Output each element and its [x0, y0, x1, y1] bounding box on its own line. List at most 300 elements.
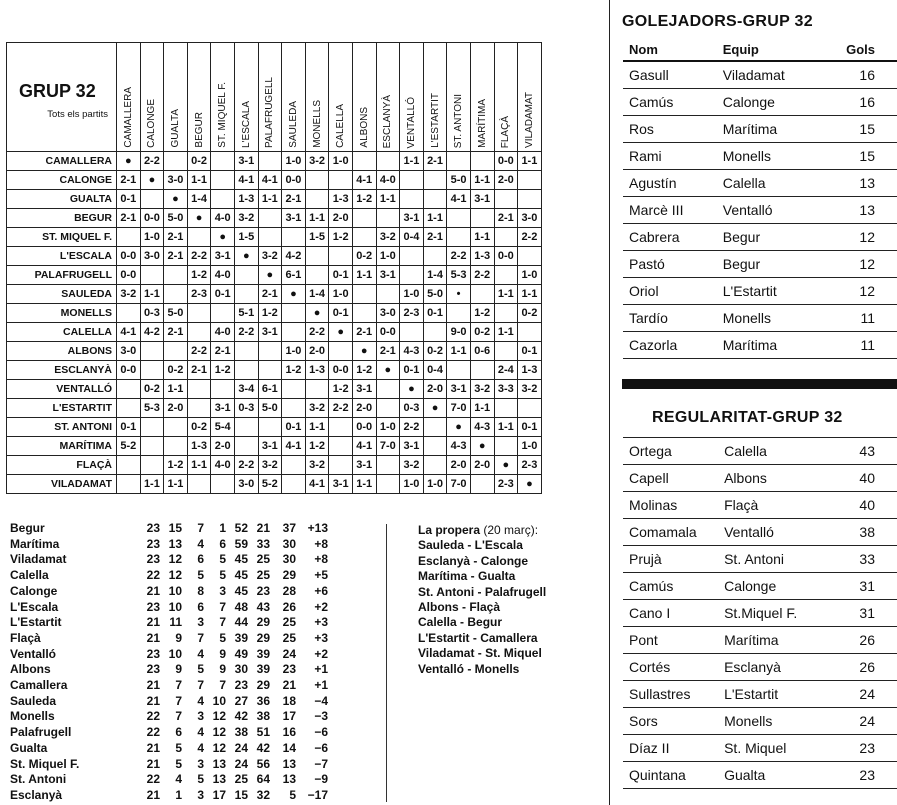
row-team-name: ESCLANYÀ [7, 361, 117, 380]
result-cell: 1-3 [234, 190, 258, 209]
result-cell [376, 456, 400, 475]
player-points: 16 [835, 89, 897, 116]
result-cell: 2-1 [376, 342, 400, 361]
standings-value: 10 [168, 583, 182, 598]
result-cell [400, 323, 424, 342]
result-cell: 2-0 [211, 437, 235, 456]
result-cell: 3-1 [282, 209, 306, 228]
scorer-row [623, 332, 897, 359]
standings-value: 4 [197, 740, 204, 755]
result-cell [352, 304, 376, 323]
standings-value: 7 [219, 599, 226, 614]
result-cell [117, 228, 141, 247]
result-cell: 2-2 [234, 323, 258, 342]
next-round [418, 523, 546, 677]
result-cell: 3-1 [211, 247, 235, 266]
next-match: St. Antoni - Palafrugell [418, 584, 547, 599]
result-cell: 1-1 [164, 380, 188, 399]
column-header-label: L'ESCALA [240, 101, 252, 148]
result-cell: 0-3 [140, 304, 164, 323]
result-cell [376, 285, 400, 304]
column-header-label: BEGUR [193, 112, 205, 148]
result-cell: 2-0 [423, 380, 447, 399]
standings-value: −6 [314, 725, 328, 740]
result-cell [258, 228, 282, 247]
column-header-label: ST. ANTONI [453, 93, 465, 148]
column-header [400, 43, 424, 152]
standings-value: 38 [234, 725, 248, 740]
scorer-row [623, 197, 897, 224]
result-cell [494, 437, 518, 456]
result-cell: 2-2 [518, 228, 542, 247]
result-cell: 1-0 [518, 437, 542, 456]
standings-value: 6 [197, 552, 204, 567]
standings-value: −17 [307, 787, 328, 802]
result-cell: 1-0 [376, 247, 400, 266]
player-points: 15 [835, 116, 897, 143]
result-cell [447, 209, 471, 228]
result-cell: 1-1 [470, 399, 494, 418]
row-team-name: MARÍTIMA [7, 437, 117, 456]
result-cell: 2-0 [329, 209, 353, 228]
result-cell: 2-1 [494, 209, 518, 228]
standings-value: 30 [282, 536, 296, 551]
player-points: 38 [837, 519, 897, 546]
result-cell: 0-2 [518, 304, 542, 323]
standings-value: 24 [234, 756, 248, 771]
standings-value: 22 [146, 709, 160, 724]
result-cell [518, 247, 542, 266]
standings-value: 15 [234, 787, 248, 802]
result-cell: 1-3 [470, 247, 494, 266]
self-match-dot: ● [352, 342, 376, 361]
player-name: Camús [623, 89, 723, 116]
result-cell: 2-0 [352, 399, 376, 418]
result-cell [447, 361, 471, 380]
result-cell [470, 475, 494, 494]
result-cell: 1-2 [329, 380, 353, 399]
result-cell [258, 152, 282, 171]
result-cell: 4-1 [352, 437, 376, 456]
standings-value: 5 [197, 568, 204, 583]
result-cell: 6-1 [282, 266, 306, 285]
standings-value: +3 [314, 615, 328, 630]
standings-value: 21 [256, 521, 270, 535]
result-cell: 1-1 [494, 418, 518, 437]
result-cell: 3-2 [258, 247, 282, 266]
standings-value: +2 [314, 599, 328, 614]
player-team: Esclanyà [724, 654, 837, 681]
standings-row [10, 788, 328, 804]
result-cell: 1-1 [187, 171, 211, 190]
next-round-heading [418, 523, 546, 538]
row-team-name: PALAFRUGELL [7, 266, 117, 285]
player-name: Ros [623, 116, 723, 143]
result-cell: 2-2 [470, 266, 494, 285]
column-header [518, 43, 542, 152]
result-cell: 0-2 [187, 418, 211, 437]
result-cell: 2-0 [494, 171, 518, 190]
player-points: 13 [835, 197, 897, 224]
standings-value: 44 [234, 615, 248, 630]
result-cell [140, 342, 164, 361]
result-cell: 3-2 [400, 456, 424, 475]
standings-row [10, 600, 328, 616]
result-cell: 2-3 [518, 456, 542, 475]
player-points: 33 [837, 546, 897, 573]
standings-value: 21 [146, 615, 160, 630]
result-cell [352, 152, 376, 171]
standings-value: 59 [234, 536, 248, 551]
result-cell: 2-1 [258, 285, 282, 304]
result-cell: 0-4 [400, 228, 424, 247]
result-cell: 5-3 [140, 399, 164, 418]
standings-row [10, 615, 328, 631]
grid-row [7, 456, 542, 475]
scorer-row [623, 278, 897, 305]
result-cell: 3-2 [258, 456, 282, 475]
standings-value: 5 [219, 630, 226, 645]
standings-value: 10 [168, 646, 182, 661]
standings-team: Viladamat [10, 552, 67, 567]
result-cell [329, 171, 353, 190]
result-cell: 3-1 [234, 152, 258, 171]
result-cell: 4-3 [400, 342, 424, 361]
standings-row [10, 521, 328, 537]
player-points: 31 [837, 600, 897, 627]
result-cell [400, 190, 424, 209]
column-header-label: ALBONS [358, 107, 370, 148]
row-team-name: MONELLS [7, 304, 117, 323]
standings-value: 48 [234, 599, 248, 614]
grid-row [7, 342, 542, 361]
result-cell: 0-0 [376, 323, 400, 342]
standings-value: 7 [175, 693, 182, 708]
result-cell: 1-2 [305, 437, 329, 456]
result-cell [282, 399, 306, 418]
grid-title: GRUP 32 [19, 81, 96, 101]
result-cell: 0-0 [352, 418, 376, 437]
standings-value: +8 [314, 536, 328, 551]
self-match-dot: ● [376, 361, 400, 380]
result-cell: 1-2 [352, 361, 376, 380]
result-cell: 1-2 [329, 228, 353, 247]
column-header-label: FLAÇÀ [500, 115, 512, 148]
row-team-name: L'ESTARTIT [7, 399, 117, 418]
result-cell: 4-3 [470, 418, 494, 437]
row-team-name: GUALTA [7, 190, 117, 209]
result-cell [187, 323, 211, 342]
result-cell: 7-0 [447, 475, 471, 494]
next-match: Ventalló - Monells [418, 661, 520, 676]
standings-value: 21 [146, 678, 160, 693]
result-cell: 1-0 [423, 475, 447, 494]
standings-value: 30 [234, 662, 248, 677]
column-header-label: L'ESTARTIT [429, 93, 441, 148]
regularity-row [623, 546, 897, 573]
standings-value: 30 [282, 552, 296, 567]
player-team: Marítima [723, 332, 835, 359]
result-cell: 1-0 [400, 475, 424, 494]
grid-row [7, 361, 542, 380]
result-cell [352, 209, 376, 228]
result-cell: 6-1 [258, 380, 282, 399]
player-points: 12 [835, 251, 897, 278]
result-cell: 1-1 [470, 171, 494, 190]
column-header-label: GUALTA [169, 109, 181, 148]
standings-value: 7 [175, 709, 182, 724]
standings-value: 26 [282, 599, 296, 614]
golejadors-title: GOLEJADORS-GRUP 32 [622, 13, 813, 30]
result-cell [423, 323, 447, 342]
row-team-name: CALONGE [7, 171, 117, 190]
regularity-row [623, 438, 897, 465]
scorer-row [623, 61, 897, 89]
result-cell: 0-3 [400, 399, 424, 418]
row-team-name: ST. MIQUEL F. [7, 228, 117, 247]
result-cell [376, 475, 400, 494]
result-cell: 4-0 [211, 266, 235, 285]
next-round-date: (20 març): [483, 523, 539, 537]
column-header [117, 43, 141, 152]
standings-value: 1 [219, 521, 226, 535]
column-header-label: MONELLS [311, 100, 323, 148]
standings-row [10, 772, 328, 788]
standings-value: 37 [282, 521, 296, 535]
standings-value: 4 [197, 725, 204, 740]
standings-value: 9 [219, 646, 226, 661]
player-team: St. Antoni [724, 546, 837, 573]
standings-value: 25 [256, 552, 270, 567]
standings-value: −6 [314, 740, 328, 755]
result-cell [258, 209, 282, 228]
result-cell: 2-1 [423, 228, 447, 247]
standings-team: L'Escala [10, 599, 59, 614]
standings-value: 22 [146, 772, 160, 787]
result-cell: 2-1 [423, 152, 447, 171]
grid-row [7, 437, 542, 456]
player-team: Ventalló [723, 197, 835, 224]
standings-row [10, 647, 328, 663]
column-header [447, 43, 471, 152]
result-cell: 0-6 [470, 342, 494, 361]
self-match-dot: ● [117, 152, 141, 171]
standings-value: 3 [197, 756, 204, 771]
regularity-row [623, 600, 897, 627]
result-cell: 1-4 [423, 266, 447, 285]
next-match: L'Estartit - Camallera [418, 630, 538, 645]
standings-row [10, 678, 328, 694]
grid-row [7, 418, 542, 437]
player-points: 11 [835, 305, 897, 332]
result-cell: 4-1 [305, 475, 329, 494]
result-cell: 1-3 [305, 361, 329, 380]
standings-value: 6 [175, 725, 182, 740]
result-cell: 3-1 [352, 380, 376, 399]
result-cell: 1-1 [518, 152, 542, 171]
header-nom: Nom [623, 38, 723, 61]
result-cell: 0-1 [329, 304, 353, 323]
result-cell [423, 437, 447, 456]
player-team: Ventalló [724, 519, 837, 546]
player-name: Sullastres [623, 681, 724, 708]
regularitat-title: REGULARITAT-GRUP 32 [652, 409, 843, 426]
result-cell: 7-0 [447, 399, 471, 418]
player-team: Marítima [723, 116, 835, 143]
result-cell: 0-0 [117, 266, 141, 285]
player-points: 40 [837, 492, 897, 519]
result-cell: 5-4 [211, 418, 235, 437]
result-cell: 1-0 [140, 228, 164, 247]
result-cell: 3-2 [305, 456, 329, 475]
self-match-dot: ● [470, 437, 494, 456]
result-cell: 2-2 [447, 247, 471, 266]
standings-row [10, 662, 328, 678]
result-cell: 3-2 [518, 380, 542, 399]
result-cell: 7-0 [376, 437, 400, 456]
standings-row [10, 552, 328, 568]
standings-value: 15 [168, 521, 182, 535]
result-cell [494, 228, 518, 247]
result-cell: 0-0 [494, 152, 518, 171]
grid-row [7, 323, 542, 342]
result-cell [117, 456, 141, 475]
result-cell [470, 209, 494, 228]
standings-value: 7 [219, 678, 226, 693]
column-header [164, 43, 188, 152]
standings-value: 42 [256, 740, 270, 755]
scorer-row [623, 143, 897, 170]
result-cell: 1-1 [470, 228, 494, 247]
result-cell: 0-1 [518, 342, 542, 361]
result-cell [494, 304, 518, 323]
standings-value: 39 [256, 662, 270, 677]
result-cell: 1-0 [282, 152, 306, 171]
result-cell: 0-0 [494, 247, 518, 266]
column-header [470, 43, 494, 152]
result-cell: 3-0 [234, 475, 258, 494]
standings-value: 21 [146, 787, 160, 802]
standings-value: 12 [168, 552, 182, 567]
result-cell [305, 247, 329, 266]
standings-value: 7 [175, 678, 182, 693]
result-cell: 2-1 [164, 323, 188, 342]
standings-value: 11 [169, 615, 182, 630]
result-cell: 1-1 [400, 152, 424, 171]
result-cell: 4-0 [211, 323, 235, 342]
standings-value: 14 [282, 740, 296, 755]
player-team: Begur [723, 251, 835, 278]
row-team-name: ALBONS [7, 342, 117, 361]
result-cell [211, 475, 235, 494]
result-cell: 1-1 [140, 475, 164, 494]
result-cell: 3-4 [234, 380, 258, 399]
result-cell: 1-2 [211, 361, 235, 380]
result-cell: 1-0 [329, 285, 353, 304]
standings-row [10, 694, 328, 710]
result-cell: 2-4 [494, 361, 518, 380]
standings-value: 6 [197, 599, 204, 614]
player-team: Flaçà [724, 492, 837, 519]
result-cell [329, 342, 353, 361]
result-cell: 2-1 [117, 171, 141, 190]
standings-value: 17 [212, 787, 226, 802]
result-cell [140, 418, 164, 437]
result-cell [376, 399, 400, 418]
column-header [494, 43, 518, 152]
column-header-label: PALAFRUGELL [264, 77, 276, 148]
standings-row [10, 537, 328, 553]
standings-row [10, 741, 328, 757]
result-cell: 1-1 [494, 285, 518, 304]
grid-subtitle: Tots els partits [47, 109, 108, 120]
result-cell: 3-3 [494, 380, 518, 399]
result-cell: 1-2 [187, 266, 211, 285]
standings-value: 7 [197, 630, 204, 645]
result-cell [518, 399, 542, 418]
result-cell [423, 456, 447, 475]
next-match: Sauleda - L'Escala [418, 538, 523, 553]
self-match-dot: ● [258, 266, 282, 285]
standings-value: 7 [197, 678, 204, 693]
result-cell [376, 209, 400, 228]
result-cell: 0-2 [470, 323, 494, 342]
standings-value: 13 [212, 772, 226, 787]
result-cell [164, 285, 188, 304]
grid-row [7, 266, 542, 285]
standings-value: 23 [146, 552, 160, 567]
self-match-dot: ● [282, 285, 306, 304]
self-match-dot: ● [234, 247, 258, 266]
result-cell [518, 171, 542, 190]
result-cell: 3-2 [470, 380, 494, 399]
standings-value: −9 [314, 772, 328, 787]
grid-row [7, 190, 542, 209]
standings-value: 5 [175, 740, 182, 755]
standings-value: 43 [256, 599, 270, 614]
result-cell [305, 190, 329, 209]
result-cell: 0-1 [211, 285, 235, 304]
standings-value: 24 [234, 740, 248, 755]
standings-value: 4 [197, 693, 204, 708]
player-points: 23 [837, 735, 897, 762]
player-name: Marcè III [623, 197, 723, 224]
result-cell: 1-0 [329, 152, 353, 171]
result-cell [117, 399, 141, 418]
standings-team: Esclanyà [10, 787, 63, 802]
standings-team: St. Antoni [10, 772, 67, 787]
standings-value: 12 [212, 725, 226, 740]
regularity-row [623, 492, 897, 519]
result-cell [282, 475, 306, 494]
row-team-name: VENTALLÓ [7, 380, 117, 399]
self-match-dot: ● [400, 380, 424, 399]
divider [386, 524, 387, 802]
result-cell: 5-0 [258, 399, 282, 418]
result-cell [164, 152, 188, 171]
standings-value: 29 [256, 615, 270, 630]
result-cell: 0-1 [282, 418, 306, 437]
standings-row [10, 568, 328, 584]
player-points: 23 [837, 762, 897, 789]
player-team: Monells [723, 143, 835, 170]
player-name: Cano I [623, 600, 724, 627]
scorer-row [623, 116, 897, 143]
standings-row [10, 584, 328, 600]
result-cell [352, 285, 376, 304]
standings-value: 23 [146, 646, 160, 661]
header-gols: Gols [835, 38, 897, 61]
